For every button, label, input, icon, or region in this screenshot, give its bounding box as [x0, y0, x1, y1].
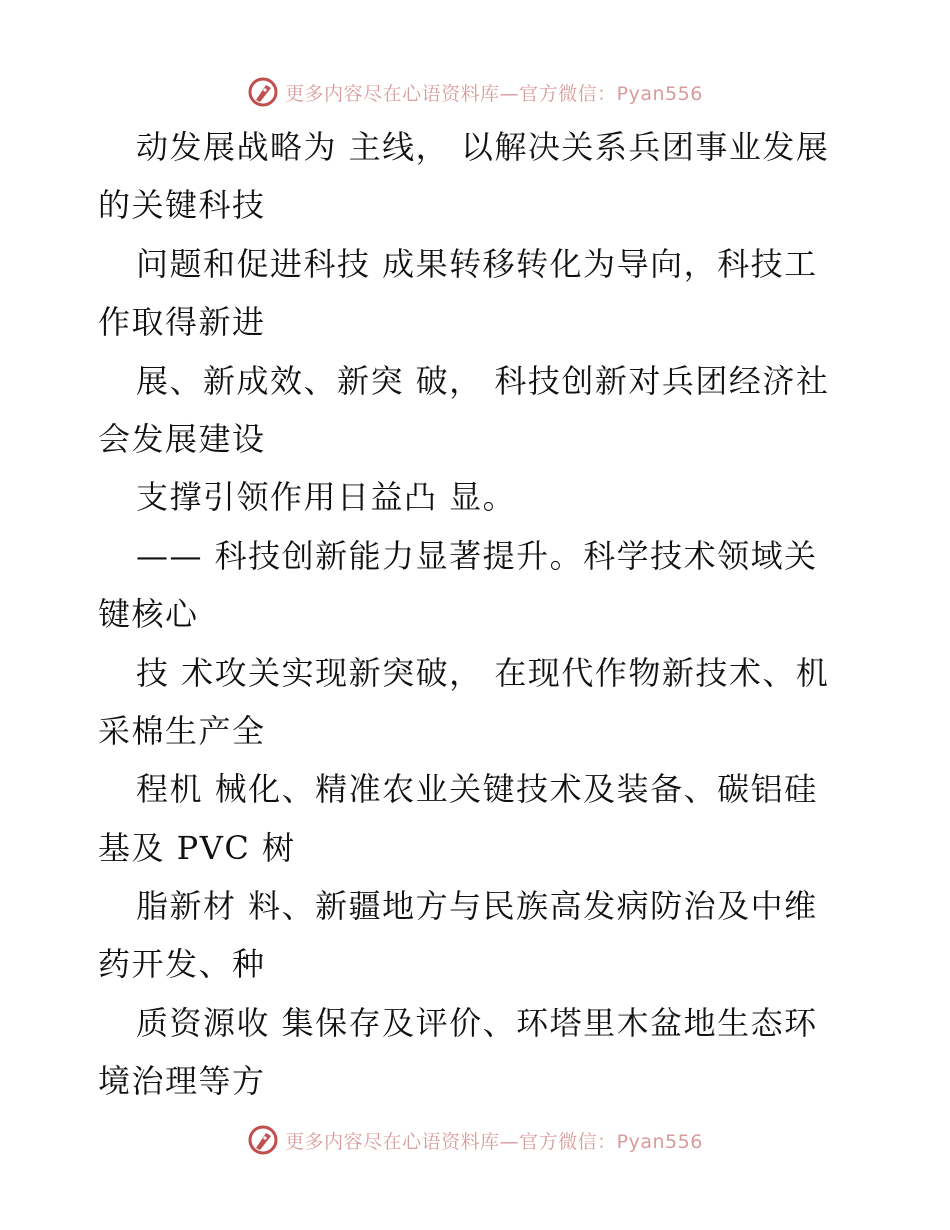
body-line: 脂新材 料、新疆地方与民族高发病防治及中维 — [136, 887, 818, 926]
watermark-text: 更多内容尽在心语资料库—官方微信：Pyan556 — [285, 1130, 703, 1153]
body-line: 境治理等方 — [98, 1062, 266, 1101]
body-line: 质资源收 集保存及评价、环塔里木盆地生态环 — [136, 1003, 818, 1042]
body-line: —— 科技创新能力显著提升。科学技术领域关 — [136, 536, 818, 575]
body-line: 程机 械化、精准农业关键技术及装备、碳铝硅 — [136, 770, 818, 809]
document-body — [98, 118, 858, 1111]
body-line: 问题和促进科技 成果转移转化为导向，科技工 — [136, 244, 818, 283]
body-line: 展、新成效、新突 破， 科技创新对兵团经济社 — [136, 361, 830, 400]
header-watermark — [0, 72, 950, 112]
body-line: 动发展战略为 主线， 以解决关系兵团事业发展 — [136, 128, 830, 166]
body-line: 键核心 — [98, 595, 199, 634]
body-line: 药开发、种 — [98, 945, 266, 984]
body-line: 会发展建设 — [98, 419, 266, 458]
body-line: 作取得新进 — [98, 303, 266, 342]
footer-watermark — [0, 1120, 950, 1160]
body-line: 的关键科技 — [98, 186, 266, 225]
body-line: 支撑引领作用日益凸 显。 — [136, 478, 517, 517]
watermark-text: 更多内容尽在心语资料库—官方微信：Pyan556 — [285, 82, 703, 105]
pen-nib-logo-icon — [247, 76, 279, 108]
pen-nib-logo-icon — [247, 1124, 279, 1156]
body-line: 采棉生产全 — [98, 711, 266, 750]
body-line: 技 术攻关实现新突破， 在现代作物新技术、机 — [136, 653, 830, 692]
body-line: 基及 PVC 树 — [98, 828, 296, 867]
